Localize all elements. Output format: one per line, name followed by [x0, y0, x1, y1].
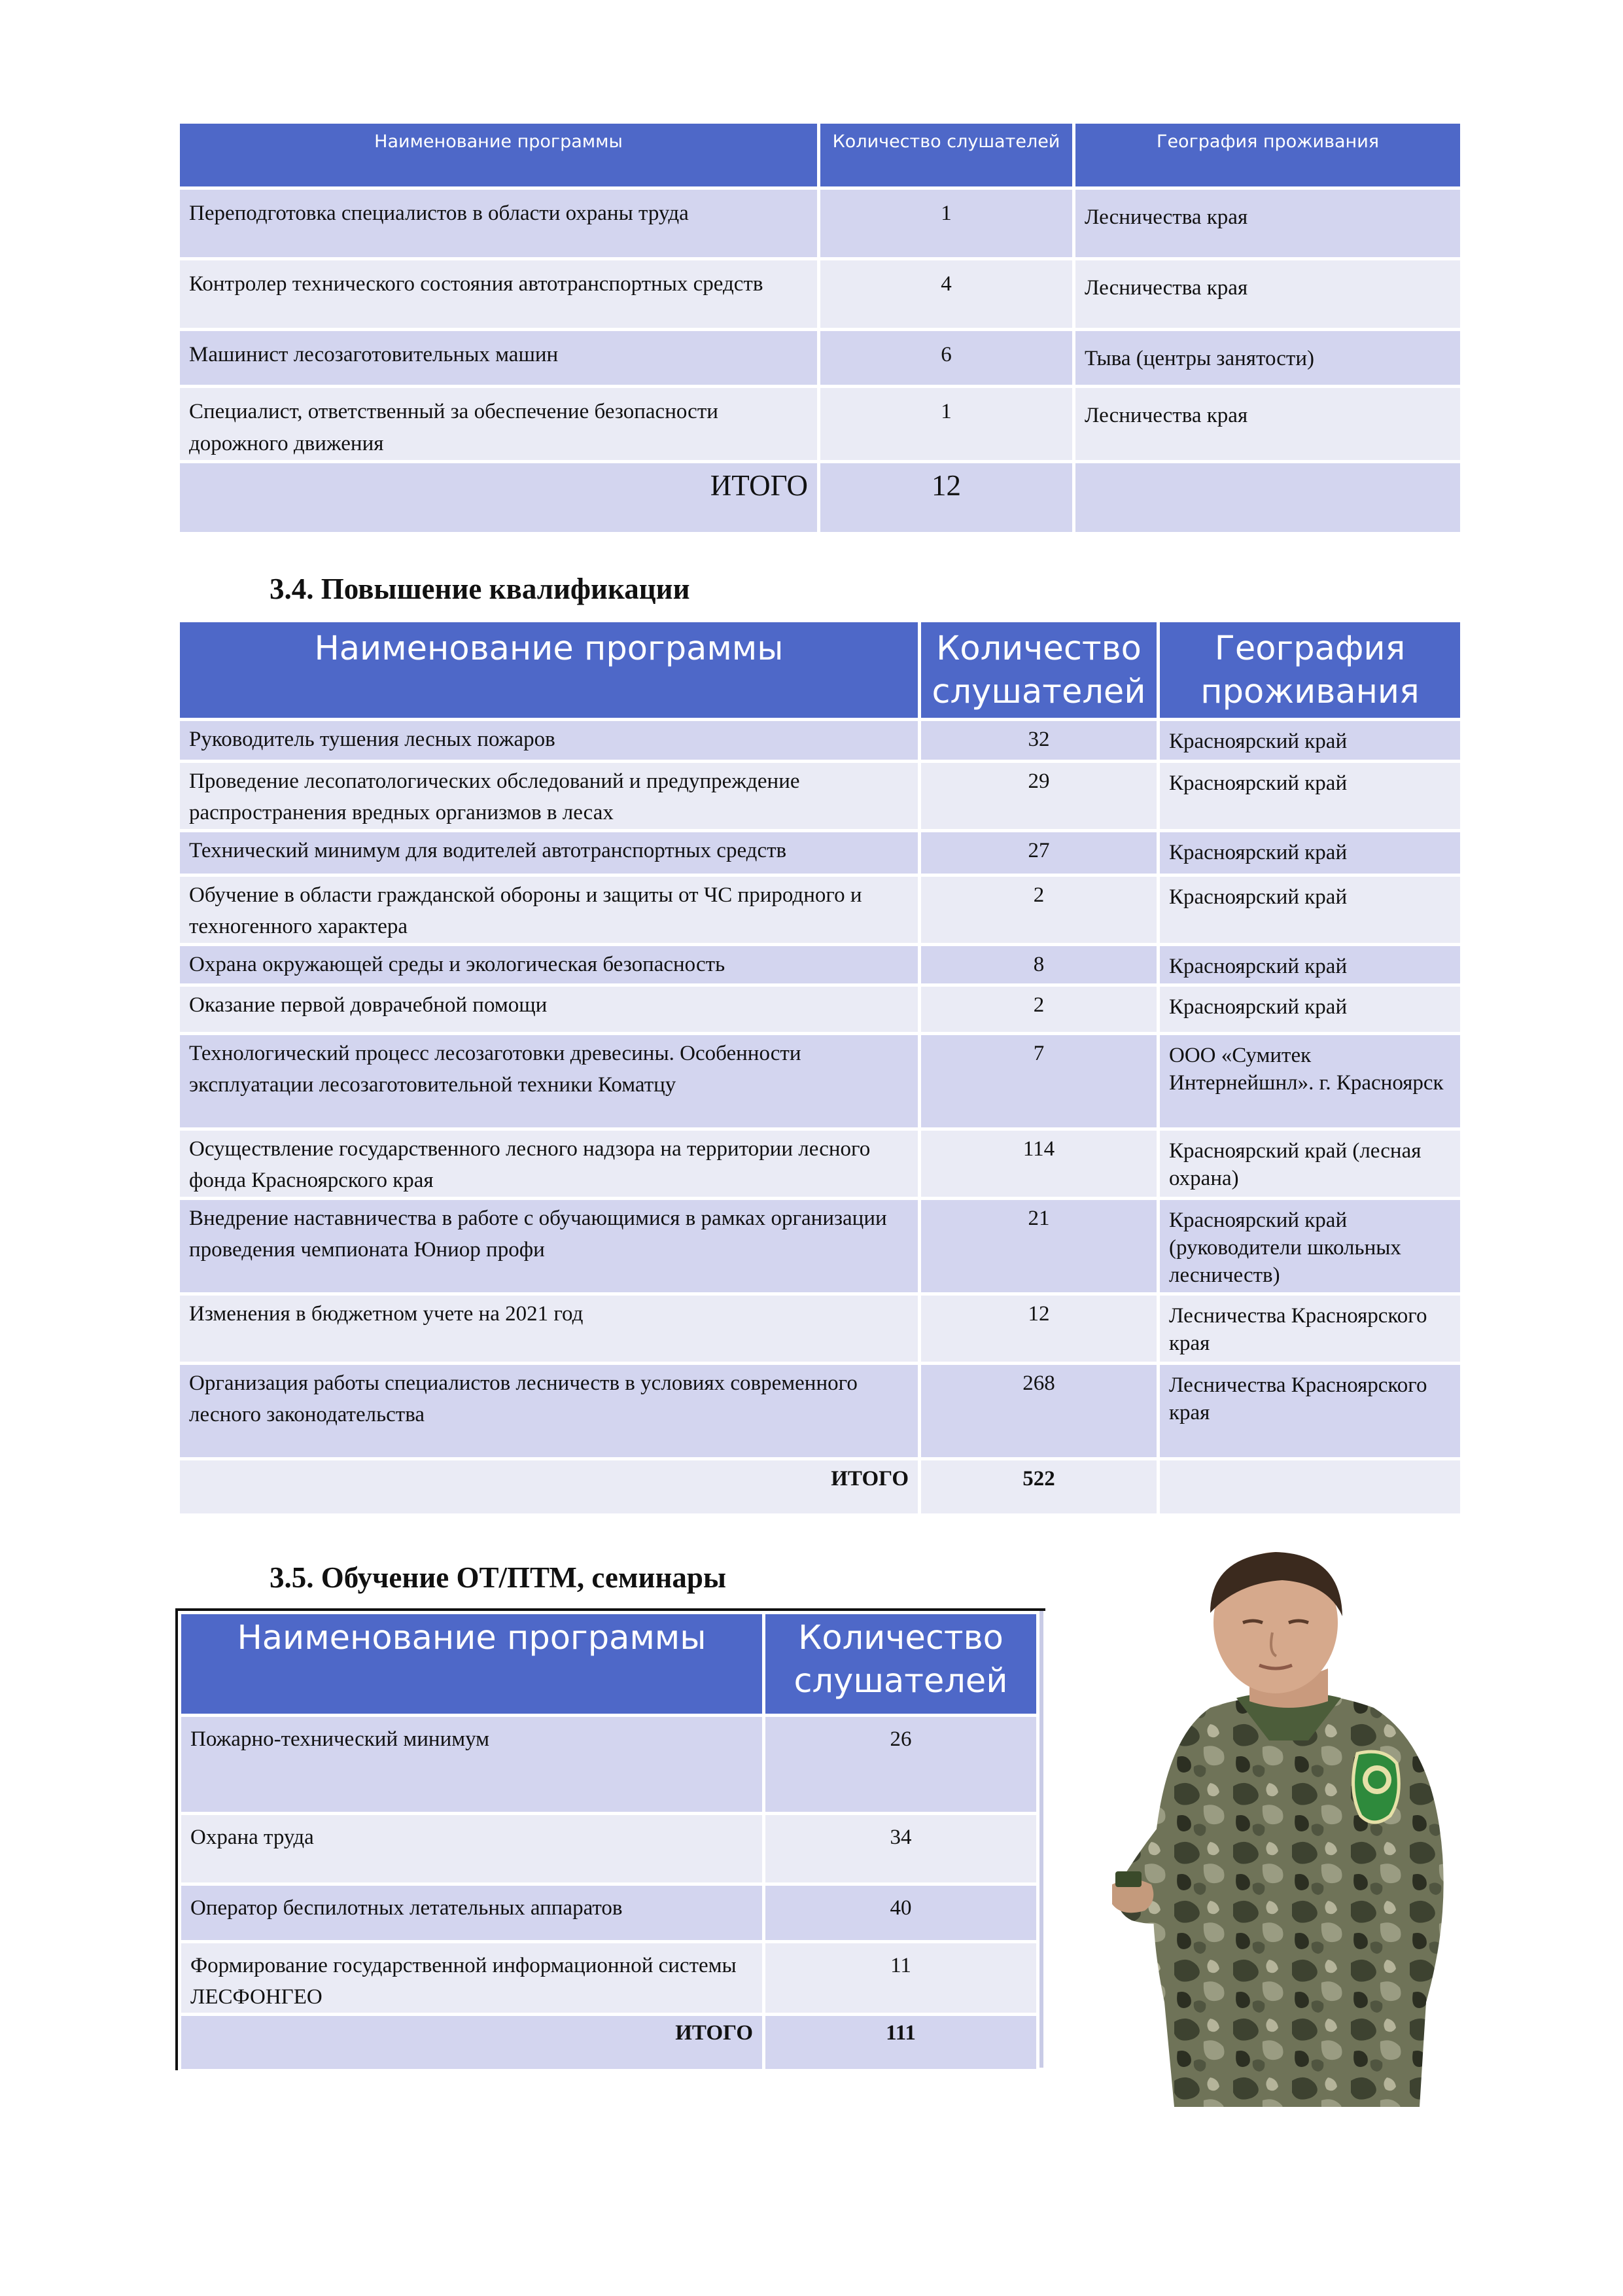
- listener-count: 27: [920, 831, 1159, 875]
- listener-count: 1: [819, 188, 1074, 259]
- total-row: [179, 462, 1462, 534]
- geography: Лесничества Красноярского края: [1159, 1294, 1462, 1364]
- program-name: Специалист, ответственный за обеспечение безопасности дорожного движения: [179, 387, 819, 462]
- total-value: 111: [764, 2015, 1038, 2071]
- program-name: Формирование государственной информационной системы ЛЕСФОНГЕО: [180, 1942, 764, 2015]
- table-row: [179, 985, 1462, 1034]
- program-name: Руководитель тушения лесных пожаров: [179, 720, 920, 762]
- listener-count: 7: [920, 1034, 1159, 1129]
- header-program: Наименование программы: [180, 1613, 764, 1716]
- table-row: [180, 1716, 1038, 1814]
- listener-count: 21: [920, 1199, 1159, 1294]
- table-row: [179, 1199, 1462, 1294]
- table-row: [179, 831, 1462, 875]
- listener-count: 1: [819, 387, 1074, 462]
- program-name: Машинист лесозаготовительных машин: [179, 330, 819, 387]
- program-name: Проведение лесопатологических обследований и предупреждение распространения вредных организмов в лесах: [179, 762, 920, 831]
- program-name: Осуществление государственного лесного надзора на территории лесного фонда Красноярского края: [179, 1129, 920, 1199]
- listener-count: 2: [920, 875, 1159, 945]
- program-name: Изменения в бюджетном учете на 2021 год: [179, 1294, 920, 1364]
- listener-count: 2: [920, 985, 1159, 1034]
- program-name: Пожарно-технический минимум: [180, 1716, 764, 1814]
- listener-count: 40: [764, 1884, 1038, 1942]
- total-value: 12: [819, 462, 1074, 534]
- header-program: Наименование программы: [179, 621, 920, 720]
- total-label: ИТОГО: [179, 462, 819, 534]
- listener-count: 6: [819, 330, 1074, 387]
- table-row: [179, 1034, 1462, 1129]
- table-row: [179, 875, 1462, 945]
- total-value: 522: [920, 1459, 1159, 1515]
- listener-count: 11: [764, 1942, 1038, 2015]
- program-name: Технологический процесс лесозаготовки древесины. Особенности эксплуатации лесозаготовительной техники Коматцу: [179, 1034, 920, 1129]
- program-name: Оператор беспилотных летательных аппаратов: [180, 1884, 764, 1942]
- seminars-table: [178, 1611, 1039, 2072]
- table-row: [179, 1364, 1462, 1459]
- table-row: [179, 188, 1462, 259]
- geography: Красноярский край: [1159, 762, 1462, 831]
- geography: Красноярский край: [1159, 875, 1462, 945]
- table-row: [179, 762, 1462, 831]
- header-program: Наименование программы: [179, 122, 819, 188]
- geography: Лесничества края: [1074, 259, 1462, 330]
- listener-count: 8: [920, 945, 1159, 985]
- program-name: Охрана окружающей среды и экологическая безопасность: [179, 945, 920, 985]
- total-row: [179, 1459, 1462, 1515]
- total-empty: [1074, 462, 1462, 534]
- total-row: [180, 2015, 1038, 2071]
- header-count: Количество слушателей: [819, 122, 1074, 188]
- geography: Красноярский край: [1159, 831, 1462, 875]
- table-row: [180, 1814, 1038, 1884]
- header-geo: География проживания: [1159, 621, 1462, 720]
- table-header-row: [179, 122, 1462, 188]
- listener-count: 34: [764, 1814, 1038, 1884]
- qualification-table: [177, 619, 1463, 1517]
- total-label: ИТОГО: [180, 2015, 764, 2071]
- listener-count: 29: [920, 762, 1159, 831]
- table-row: [179, 1294, 1462, 1364]
- listener-count: 12: [920, 1294, 1159, 1364]
- program-name: Внедрение наставничества в работе с обучающимися в рамках организации проведения чемпионата Юниор профи: [179, 1199, 920, 1294]
- listener-count: 114: [920, 1129, 1159, 1199]
- geography: Тыва (центры занятости): [1074, 330, 1462, 387]
- program-name: Обучение в области гражданской обороны и защиты от ЧС природного и техногенного характера: [179, 875, 920, 945]
- program-name: Контролер технического состояния автотранспортных средств: [179, 259, 819, 330]
- section-title-seminars: 3.5. Обучение ОТ/ПТМ, семинары: [270, 1561, 727, 1594]
- header-count: Количество слушателей: [764, 1613, 1038, 1716]
- table-header-row: [180, 1613, 1038, 1716]
- table-row: [179, 1129, 1462, 1199]
- geography: Лесничества Красноярского края: [1159, 1364, 1462, 1459]
- geography: Красноярский край: [1159, 945, 1462, 985]
- header-count: Количество слушателей: [920, 621, 1159, 720]
- table-row: [179, 259, 1462, 330]
- total-label: ИТОГО: [179, 1459, 920, 1515]
- geography: Лесничества края: [1074, 188, 1462, 259]
- listener-count: 268: [920, 1364, 1159, 1459]
- program-name: Оказание первой доврачебной помощи: [179, 985, 920, 1034]
- table-row: [179, 720, 1462, 762]
- geography: Красноярский край (лесная охрана): [1159, 1129, 1462, 1199]
- header-geo: География проживания: [1074, 122, 1462, 188]
- table-row: [179, 945, 1462, 985]
- listener-count: 32: [920, 720, 1159, 762]
- geography: Лесничества края: [1074, 387, 1462, 462]
- table-row: [179, 387, 1462, 462]
- table-row: [179, 330, 1462, 387]
- program-name: Организация работы специалистов лесничеств в условиях современного лесного законодательства: [179, 1364, 920, 1459]
- person-camouflage-photo-icon: [1112, 1544, 1452, 2107]
- geography: Красноярский край (руководители школьных лесничеств): [1159, 1199, 1462, 1294]
- program-name: Охрана труда: [180, 1814, 764, 1884]
- table-row: [180, 1884, 1038, 1942]
- geography: ООО «Сумитек Интернейшнл». г. Красноярск: [1159, 1034, 1462, 1129]
- total-empty: [1159, 1459, 1462, 1515]
- section-title-qualification: 3.4. Повышение квалификации: [270, 573, 690, 605]
- retraining-table: [177, 120, 1463, 535]
- table-row: [180, 1942, 1038, 2015]
- program-name: Переподготовка специалистов в области охраны труда: [179, 188, 819, 259]
- table-header-row: [179, 621, 1462, 720]
- program-name: Технический минимум для водителей автотранспортных средств: [179, 831, 920, 875]
- listener-count: 4: [819, 259, 1074, 330]
- geography: Красноярский край: [1159, 720, 1462, 762]
- geography: Красноярский край: [1159, 985, 1462, 1034]
- listener-count: 26: [764, 1716, 1038, 1814]
